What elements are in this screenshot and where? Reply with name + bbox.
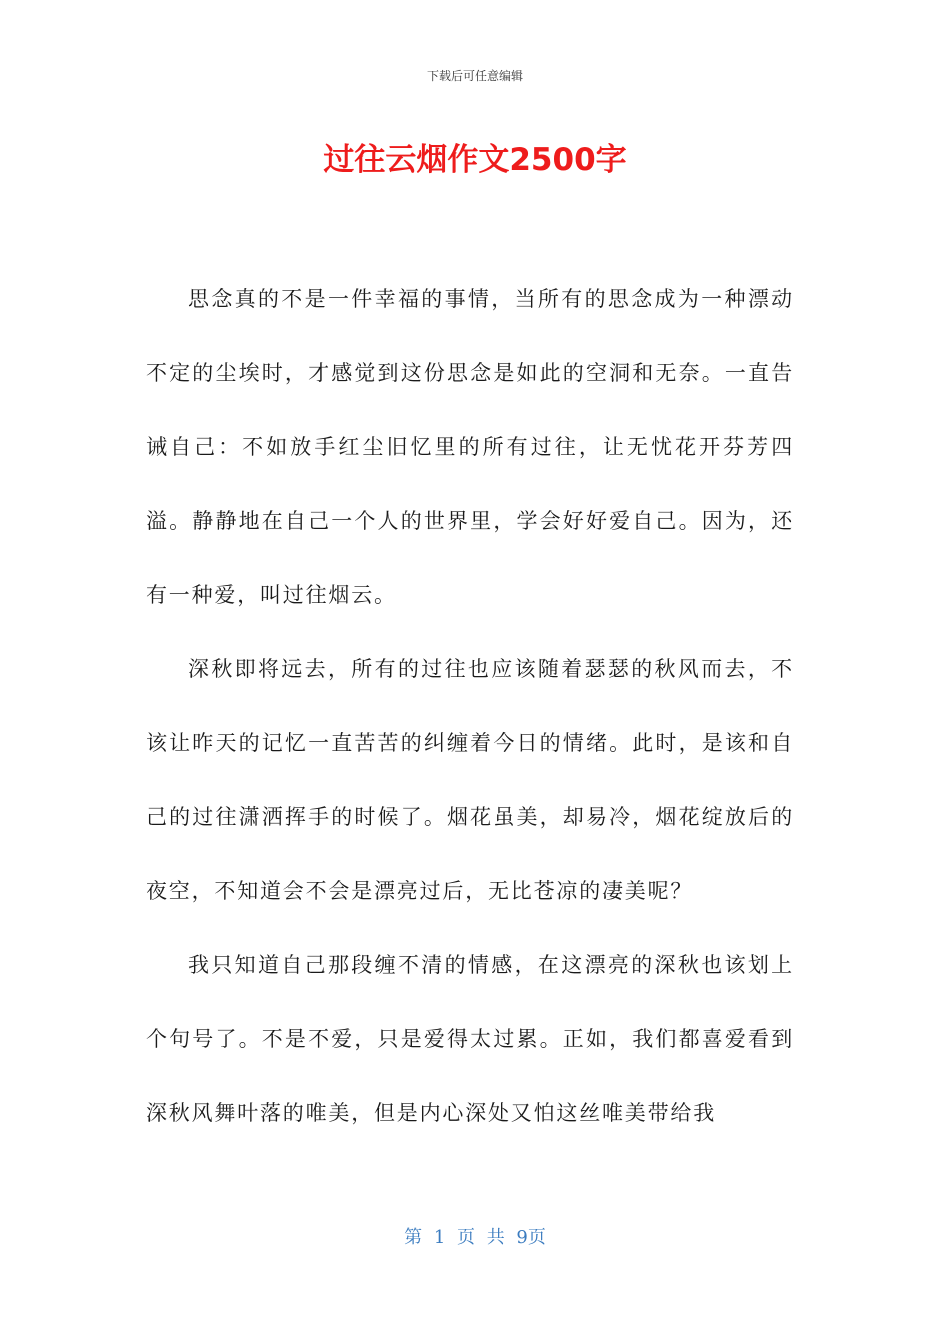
page-number-footer: 第 1 页 共 9页 bbox=[404, 1227, 546, 1248]
paragraph: 我只知道自己那段缠不清的情感，在这漂亮的深秋也该划上个句号了。不是不爱，只是爱得太过累。正如，我们都喜爱看到深秋风舞叶落的唯美，但是内心深处又怕这丝唯美带给我 bbox=[146, 953, 794, 1125]
paragraph: 思念真的不是一件幸福的事情，当所有的思念成为一种漂动不定的尘埃时，才感觉到这份思念是如此的空洞和无奈。一直告诫自己：不如放手红尘旧忆里的所有过往，让无忧花开芬芳四溢。静静地在自己一个人的世界里，学会好好爱自己。因为，还有一种爱，叫过往烟云。 bbox=[146, 287, 794, 607]
paragraph: 深秋即将远去，所有的过往也应该随着瑟瑟的秋风而去，不该让昨天的记忆一直苦苦的纠缠着今日的情绪。此时，是该和自己的过往潇洒挥手的时候了。烟花虽美，却易冷，烟花绽放后的夜空，不知道会不会是漂亮过后，无比苍凉的凄美呢？ bbox=[146, 657, 794, 903]
article-body bbox=[146, 262, 794, 1150]
document-title: 过往云烟作文2500字 bbox=[323, 142, 627, 178]
header-note: 下载后可任意编辑 bbox=[426, 69, 523, 83]
